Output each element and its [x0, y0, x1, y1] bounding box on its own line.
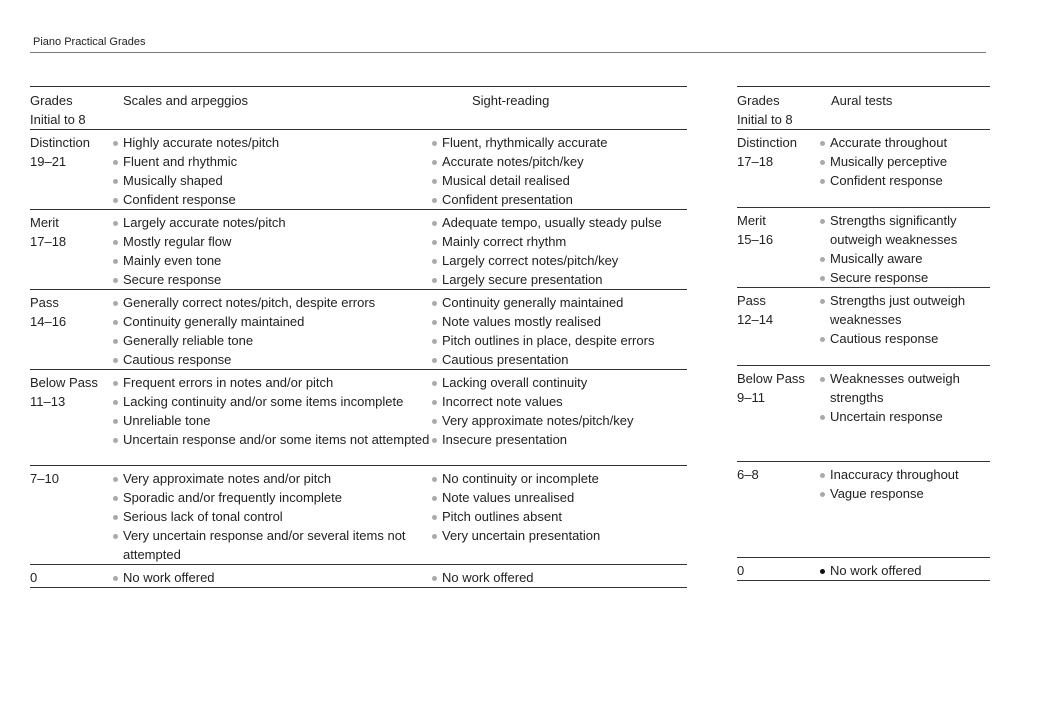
header-divider [30, 52, 986, 53]
list-item: Confident response [820, 171, 990, 190]
grade-name: Distinction [737, 135, 797, 150]
grade-range: 17–18 [30, 234, 67, 249]
grade-name: 0 [737, 563, 745, 578]
list-item: Very uncertain response and/or several items not attempted [113, 526, 432, 564]
table-row [30, 290, 687, 370]
grade-range: 19–21 [30, 154, 67, 169]
scales-header: Scales and arpeggios [113, 87, 432, 130]
grade-range: 14–16 [30, 314, 67, 329]
scales-list [113, 469, 432, 564]
list-item: Accurate throughout [820, 133, 990, 152]
sight-reading-list [432, 469, 687, 545]
aural-cell [820, 288, 990, 366]
scales-list [113, 568, 432, 587]
grade-cell [737, 130, 820, 208]
grade-cell [737, 208, 820, 288]
list-item: No work offered [432, 568, 687, 587]
list-item: Largely accurate notes/pitch [113, 213, 432, 232]
grades-header-line2: Initial to 8 [737, 112, 793, 127]
list-item: Cautious presentation [432, 350, 687, 369]
table-header-row [737, 87, 990, 130]
grade-range: 17–18 [737, 154, 774, 169]
list-item: Sporadic and/or frequently incomplete [113, 488, 432, 507]
aural-cell [820, 462, 990, 558]
grade-name: 0 [30, 570, 38, 585]
grade-name: Merit [737, 213, 766, 228]
list-item: Very approximate notes and/or pitch [113, 469, 432, 488]
list-item: Unreliable tone [113, 411, 432, 430]
sight-reading-list [432, 293, 687, 369]
list-item: Inaccuracy throughout [820, 465, 990, 484]
sight-reading-cell [432, 370, 687, 466]
grades-header-line2: Initial to 8 [30, 112, 86, 127]
scales-cell [113, 565, 432, 588]
grades-header-line1: Grades [737, 93, 780, 108]
list-item: Strengths significantly outweigh weaknesses [820, 211, 990, 249]
sight-reading-list [432, 373, 687, 449]
list-item: Note values unrealised [432, 488, 687, 507]
aural-list [820, 133, 990, 190]
grade-name: 7–10 [30, 471, 59, 486]
list-item: Musically perceptive [820, 152, 990, 171]
scales-cell [113, 210, 432, 290]
aural-header: Aural tests [820, 87, 990, 130]
grade-cell [30, 370, 113, 466]
grade-range: 11–13 [30, 394, 66, 409]
list-item: Adequate tempo, usually steady pulse [432, 213, 687, 232]
right-table-body [737, 130, 990, 581]
sight-reading-list [432, 133, 687, 209]
table-row [737, 208, 990, 288]
list-item: Vague response [820, 484, 990, 503]
list-item: Musically aware [820, 249, 990, 268]
grade-name: Below Pass [30, 375, 98, 390]
list-item: Incorrect note values [432, 392, 687, 411]
scales-list [113, 293, 432, 369]
table-row [30, 466, 687, 565]
list-item: Secure response [820, 268, 990, 287]
sight-reading-cell [432, 210, 687, 290]
table-header-row [30, 87, 687, 130]
list-item: Note values mostly realised [432, 312, 687, 331]
grade-range: 12–14 [737, 312, 774, 327]
grade-name: Pass [30, 295, 59, 310]
left-table-body [30, 130, 687, 588]
grade-cell [30, 130, 113, 210]
grade-cell [30, 565, 113, 588]
list-item: Secure response [113, 270, 432, 289]
aural-cell [820, 208, 990, 288]
table-row [30, 370, 687, 466]
list-item: Strengths just outweigh weaknesses [820, 291, 990, 329]
grade-cell [30, 466, 113, 565]
grade-cell [737, 288, 820, 366]
table-row [30, 130, 687, 210]
grades-header [30, 87, 113, 130]
list-item: Confident presentation [432, 190, 687, 209]
list-item: Lacking continuity and/or some items incomplete [113, 392, 432, 411]
list-item: No work offered [820, 561, 990, 580]
list-item: Mainly even tone [113, 251, 432, 270]
list-item: Uncertain response [820, 407, 990, 426]
scales-cell [113, 290, 432, 370]
grade-cell [737, 366, 820, 462]
aural-list [820, 561, 990, 580]
list-item: Continuity generally maintained [432, 293, 687, 312]
table-row [737, 462, 990, 558]
list-item: Largely correct notes/pitch/key [432, 251, 687, 270]
list-item: Highly accurate notes/pitch [113, 133, 432, 152]
list-item: Largely secure presentation [432, 270, 687, 289]
sight-reading-list [432, 568, 687, 587]
sight-reading-cell [432, 130, 687, 210]
list-item: No work offered [113, 568, 432, 587]
grade-name: Pass [737, 293, 766, 308]
grade-name: Merit [30, 215, 59, 230]
grade-cell [30, 210, 113, 290]
aural-list [820, 291, 990, 348]
grades-header [737, 87, 820, 130]
list-item: No continuity or incomplete [432, 469, 687, 488]
table-row [737, 558, 990, 581]
aural-list [820, 369, 990, 426]
sight-reading-cell [432, 565, 687, 588]
list-item: Confident response [113, 190, 432, 209]
sight-reading-cell [432, 466, 687, 565]
aural-cell [820, 366, 990, 462]
aural-cell [820, 558, 990, 581]
aural-list [820, 465, 990, 503]
list-item: Fluent, rhythmically accurate [432, 133, 687, 152]
list-item: Very approximate notes/pitch/key [432, 411, 687, 430]
list-item: Weaknesses outweigh strengths [820, 369, 990, 407]
list-item: Mostly regular flow [113, 232, 432, 251]
grade-cell [737, 462, 820, 558]
grade-cell [30, 290, 113, 370]
list-item: Musically shaped [113, 171, 432, 190]
grade-name: 6–8 [737, 467, 759, 482]
list-item: Generally reliable tone [113, 331, 432, 350]
list-item: Generally correct notes/pitch, despite errors [113, 293, 432, 312]
grade-name: Distinction [30, 135, 90, 150]
list-item: Accurate notes/pitch/key [432, 152, 687, 171]
list-item: Lacking overall continuity [432, 373, 687, 392]
scales-sightreading-table [30, 86, 687, 588]
scales-cell [113, 466, 432, 565]
table-row [737, 366, 990, 462]
grade-cell [737, 558, 820, 581]
scales-list [113, 213, 432, 289]
list-item: Continuity generally maintained [113, 312, 432, 331]
list-item: Mainly correct rhythm [432, 232, 687, 251]
aural-tests-table [737, 86, 990, 581]
scales-list [113, 373, 432, 449]
aural-list [820, 211, 990, 287]
grade-range: 15–16 [737, 232, 774, 247]
grade-name: Below Pass [737, 371, 805, 386]
sight-reading-list [432, 213, 687, 289]
list-item: Very uncertain presentation [432, 526, 687, 545]
list-item: Serious lack of tonal control [113, 507, 432, 526]
list-item: Cautious response [820, 329, 990, 348]
scales-list [113, 133, 432, 209]
table-row [737, 288, 990, 366]
list-item: Frequent errors in notes and/or pitch [113, 373, 432, 392]
aural-cell [820, 130, 990, 208]
list-item: Pitch outlines absent [432, 507, 687, 526]
list-item: Musical detail realised [432, 171, 687, 190]
table-row [30, 565, 687, 588]
list-item: Fluent and rhythmic [113, 152, 432, 171]
grades-header-line1: Grades [30, 93, 73, 108]
list-item: Uncertain response and/or some items not attempted [113, 430, 432, 449]
list-item: Cautious response [113, 350, 432, 369]
table-row [30, 210, 687, 290]
scales-cell [113, 130, 432, 210]
sight-reading-cell [432, 290, 687, 370]
grade-range: 9–11 [737, 390, 765, 405]
page-title: Piano Practical Grades [33, 36, 146, 48]
list-item: Insecure presentation [432, 430, 687, 449]
list-item: Pitch outlines in place, despite errors [432, 331, 687, 350]
scales-cell [113, 370, 432, 466]
sight-reading-header: Sight-reading [432, 87, 687, 130]
table-row [737, 130, 990, 208]
